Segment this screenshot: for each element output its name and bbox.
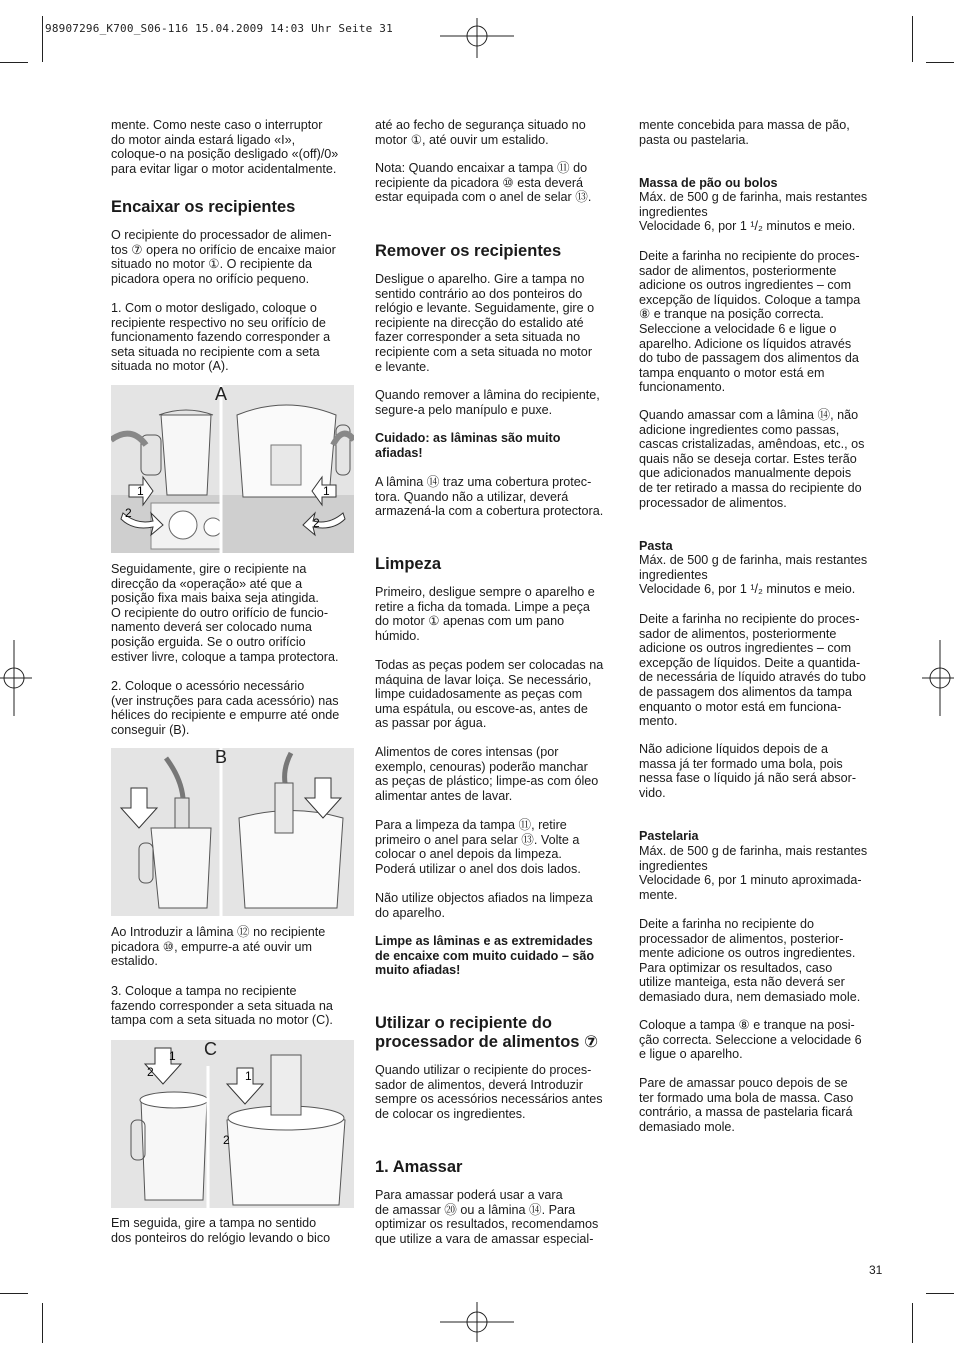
paragraph: Máx. de 500 g de farinha, mais restantes ingredientes Velocidade 6, por 1 ¹/₂ minutos e meio.	[639, 553, 868, 597]
figure-b-illustration	[111, 748, 354, 916]
figure-label-b: B	[215, 748, 228, 767]
svg-text:1: 1	[137, 484, 144, 498]
figure-label-a: A	[215, 385, 228, 404]
heading-encaixar: Encaixar os recipientes	[111, 198, 296, 216]
paragraph: Quando remover a lâmina do recipiente, segure-a pelo manípulo e puxe.	[375, 388, 600, 417]
paragraph: Primeiro, desligue sempre o aparelho e retire a ficha da tomada. Limpe a peça do motor ① apenas com um pano húmido.	[375, 585, 595, 643]
paragraph: Coloque a tampa ⑧ e tranque na posi- ção correcta. Seleccione a velocidade 6 e ligue o aparelho.	[639, 1018, 862, 1062]
paragraph: até ao fecho de segurança situado no motor ①, até ouvir um estalido.	[375, 118, 586, 147]
svg-text:2: 2	[125, 506, 132, 520]
paragraph: Máx. de 500 g de farinha, mais restantes ingredientes Velocidade 6, por 1 minuto aproximada- mente.	[639, 844, 868, 902]
heading-utilizar: Utilizar o recipiente do processador de alimentos ⑦	[375, 1014, 599, 1051]
paragraph: Não adicione líquidos depois de a massa já ter formado uma bola, pois nessa fase o líquido já não será absor- vido.	[639, 742, 857, 800]
paragraph: 1. Com o motor desligado, coloque o recipiente respectivo no seu orifício de funcionamento fazendo corresponder a seta situada no recipiente com a seta situada no motor (A).	[111, 301, 331, 374]
svg-text:1: 1	[245, 1069, 252, 1083]
paragraph: Alimentos de cores intensas (por exemplo, cenouras) poderão manchar as peças de plástico; limpe-as com óleo alimentar antes de lavar.	[375, 745, 599, 803]
svg-text:2: 2	[313, 516, 320, 530]
paragraph: Deite a farinha no recipiente do proces- sador de alimentos, posteriormente adicione os outros ingredientes – com excepção de líquidos. Coloque a tampa ⑧ e tranque na posição correcta. Seleccione a velocidade 6 e ligue o aparelho. Adicione os líquidos através do tubo de passagem dos alimentos da tampa enquanto o motor está em funcionamento.	[639, 249, 861, 395]
subheading-pastelaria: Pastelaria	[639, 829, 699, 843]
heading-remover: Remover os recipientes	[375, 242, 562, 260]
figure-c	[111, 1040, 354, 1208]
paragraph: 2. Coloque o acessório necessário (ver instruções para cada acessório) nas hélices do recipiente e empurre até onde conseguir (B).	[111, 679, 340, 737]
paragraph: Quando utilizar o recipiente do proces- sador de alimentos, deverá Introduzir sempre os acessórios necessários antes de colocar os ingredientes.	[375, 1063, 603, 1121]
warning-text: Cuidado: as lâminas são muito afiadas!	[375, 431, 561, 460]
paragraph: Seguidamente, gire o recipiente na direcção da «operação» até que a posição fixa mais baixa seja atingida. O recipiente do outro orifício de funcio- namento deverá ser colocado numa posição erguida. Se o outro orifício estiver livre, coloque a tampa protectora.	[111, 562, 339, 664]
subheading-pasta: Pasta	[639, 539, 673, 553]
heading-amassar: 1. Amassar	[375, 1158, 463, 1176]
paragraph: Em seguida, gire a tampa no sentido dos ponteiros do relógio levando o bico	[111, 1216, 331, 1245]
heading-limpeza: Limpeza	[375, 555, 442, 573]
figure-a	[111, 385, 354, 553]
registration-mark-bottom	[440, 1302, 514, 1342]
figure-label-c: C	[204, 1040, 217, 1059]
paragraph: Desligue o aparelho. Gire a tampa no sentido contrário ao dos ponteiros do relógio e levante. Seguidamente, gire o recipiente na direcção do estalido até fazer corresponder a seta situada no recipiente com a seta situada no motor e levante.	[375, 272, 595, 374]
paragraph: Não utilize objectos afiados na limpeza do aparelho.	[375, 891, 593, 920]
figure-b	[111, 748, 354, 916]
paragraph: mente concebida para massa de pão, pasta ou pastelaria.	[639, 118, 850, 147]
paragraph: Para a limpeza da tampa ⑪, retire primeiro o anel para selar ⑬. Volte a colocar o anel depois da limpeza. Poderá utilizar o anel dos dois lados.	[375, 818, 581, 876]
subheading-massa: Massa de pão ou bolos	[639, 176, 778, 190]
figure-c-illustration	[111, 1040, 354, 1208]
paragraph: Pare de amassar pouco depois de se ter formado uma bola de massa. Caso contrário, a massa de pastelaria ficará demasiado mole.	[639, 1076, 854, 1134]
paragraph: Nota: Quando encaixar a tampa ⑪ do recipiente da picadora ⑩ esta deverá estar equipada com o anel de selar ⑬.	[375, 161, 592, 205]
paragraph: 3. Coloque a tampa no recipiente fazendo corresponder a seta situada na tampa com a seta situada no motor (C).	[111, 984, 333, 1028]
paragraph: Máx. de 500 g de farinha, mais restantes ingredientes Velocidade 6, por 1 ¹/₂ minutos e meio.	[639, 190, 868, 234]
paragraph: O recipiente do processador de alimen- tos ⑦ opera no orifício de encaixe maior situado no motor ①. O recipiente da picadora opera no orifício pequeno.	[111, 228, 336, 286]
warning-text: Limpe as lâminas e as extremidades de encaixe com muito cuidado – são muito afiadas!	[375, 934, 595, 978]
print-slug: 98907296_K700_S06-116 15.04.2009 14:03 Uhr Seite 31	[45, 22, 393, 35]
registration-mark-left	[0, 640, 32, 716]
registration-mark-right	[922, 640, 954, 716]
paragraph: mente. Como neste caso o interruptor do motor ainda estará ligado «I», coloque-o na posição desligado «(off)/0» para evitar ligar o motor acidentalmente.	[111, 118, 339, 176]
figure-a-illustration	[111, 385, 354, 553]
registration-mark-top	[440, 18, 514, 58]
paragraph: Deite a farinha no recipiente do proces- sador de alimentos, posteriormente adicione os outros ingredientes – com excepção de líquidos. Deite a quantida- de necessária de líquido através do tubo de passagem dos alimentos da tampa enquanto o motor está em funciona- mento.	[639, 612, 866, 729]
svg-text:1: 1	[169, 1049, 176, 1063]
svg-text:2: 2	[147, 1065, 154, 1079]
paragraph: A lâmina ⑭ traz uma cobertura protec- tora. Quando não a utilizar, deverá armazená-la com a cobertura protectora.	[375, 475, 604, 519]
paragraph: Todas as peças podem ser colocadas na máquina de lavar loiça. Se necessário, limpe cuidadosamente as peças com uma espátula, ou escove-as, antes de as passar por água.	[375, 658, 604, 731]
paragraph: Ao Introduzir a lâmina ⑫ no recipiente picadora ⑩, empurre-a até ouvir um estalido.	[111, 925, 326, 969]
paragraph: Quando amassar com a lâmina ⑭, não adicione ingredientes como passas, cascas cristalizadas, amêndoas, etc., os quais não se deseja cortar. Estes terão que adicionados manualmente depois de ter retirado a massa do recipiente do processador de alimentos.	[639, 408, 865, 510]
paragraph: Deite a farinha no recipiente do processador de alimentos, posterior- mente adicione os outros ingredientes. Para optimizar os resultados, caso utilize manteiga, esta não deverá ser demasiado dura, nem demasiado mole.	[639, 917, 861, 1004]
svg-text:1: 1	[323, 484, 330, 498]
paragraph: Para amassar poderá usar a vara de amassar ⑳ ou a lâmina ⑭. Para optimizar os resultados, recomendamos que utilize a vara de amassar especial-	[375, 1188, 599, 1246]
page-number: 31	[869, 1263, 883, 1277]
svg-text:2: 2	[223, 1133, 230, 1147]
